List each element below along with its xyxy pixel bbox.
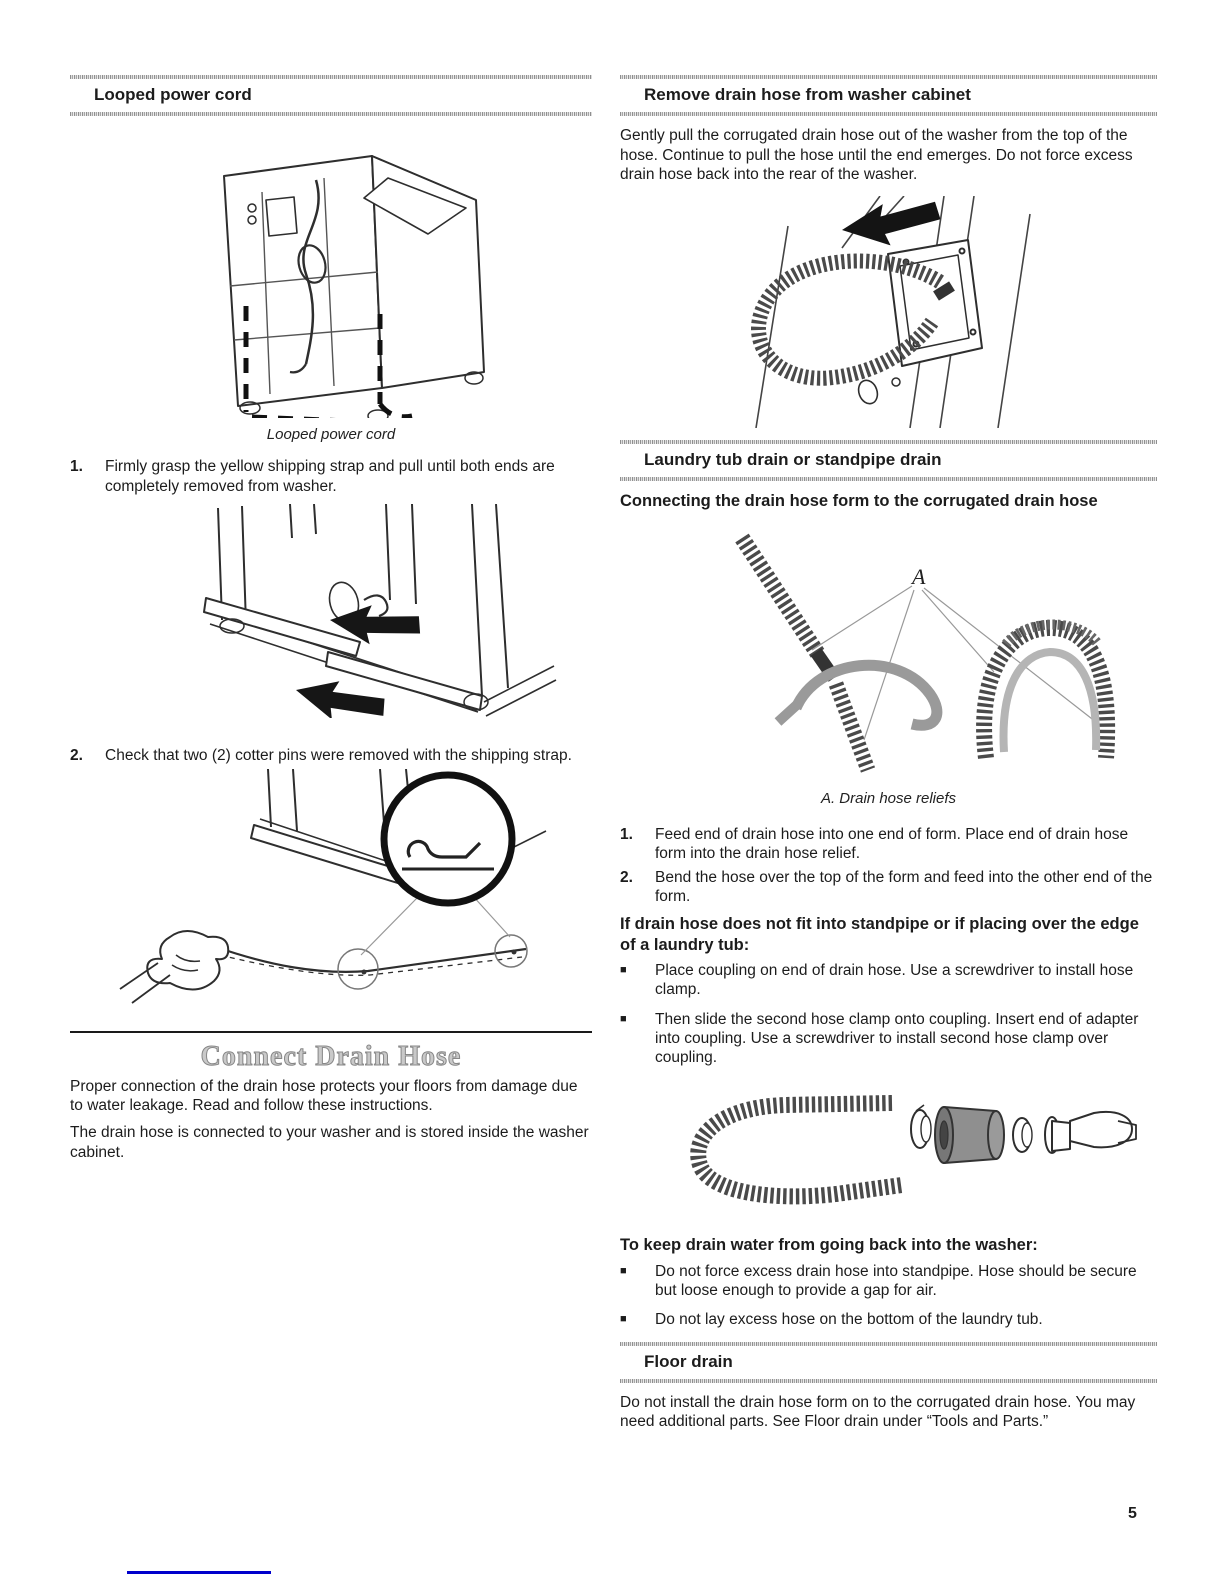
bullet-text: Do not force excess drain hose into standpipe. Hose should be secure but loose enough to provide a gap for air. (655, 1262, 1137, 1300)
bullet-item (620, 961, 1157, 999)
step-number: 1. (620, 826, 633, 844)
bullet-item (620, 1310, 1157, 1329)
step-number: 1. (70, 458, 83, 476)
paragraph: Proper connection of the drain hose protects your floors from damage due to water leakage. Read and follow these instructions. (70, 1078, 578, 1115)
footer-mark-line (127, 1571, 271, 1574)
section-heading-laundry-tub-drain: Laundry tub drain or standpipe drain (620, 440, 1157, 481)
section-divider (70, 1031, 592, 1033)
paragraph: Gently pull the corrugated drain hose out of the washer from the top of the hose. Continue to pull the hose until the end emerges. Do not force excess drain hose back into the rear of the washer. (620, 127, 1133, 183)
step-item (620, 868, 1157, 906)
bullet-item (620, 1010, 1157, 1068)
connect-drain-hose-title: Connect Drain Hose (200, 1041, 462, 1073)
washer-rear-looped-cord-illustration (166, 136, 592, 418)
square-bullet-icon: ■ (620, 1313, 627, 1326)
square-bullet-icon: ■ (620, 1012, 627, 1025)
step-text: Check that two (2) cotter pins were removed with the shipping strap. (105, 746, 572, 764)
hose-coupling-adapter-illustration (650, 1077, 1157, 1209)
page-number: 5 (1128, 1505, 1137, 1522)
square-bullet-icon: ■ (620, 964, 627, 977)
step-text: Feed end of drain hose into one end of form. Place end of drain hose form into the drain hose relief. (655, 826, 1129, 863)
step-item (70, 746, 592, 765)
subheading-backflow: To keep drain water from going back into the washer: (620, 1236, 1038, 1255)
right-column (620, 75, 1157, 1431)
square-bullet-icon: ■ (620, 1264, 627, 1277)
paragraph: The drain hose is connected to your washer and is stored inside the washer cabinet. (70, 1124, 589, 1161)
bullet-text: Do not lay excess hose on the bottom of the laundry tub. (655, 1311, 1043, 1329)
subheading-standpipe-fit: If drain hose does not fit into standpipe or if placing over the edge of a laundry tub: (620, 914, 1139, 954)
bullet-text: Then slide the second hose clamp onto coupling. Insert end of adapter into coupling. Use a screwdriver to install second hose clamp over coupling. (655, 1010, 1139, 1067)
left-column (70, 75, 592, 1162)
step-number: 2. (70, 746, 83, 764)
drain-hose-forms-illustration (650, 526, 1157, 784)
section-heading-floor-drain: Floor drain (620, 1342, 1157, 1383)
bullet-text: Place coupling on end of drain hose. Use a screwdriver to install hose clamp. (655, 962, 1134, 999)
step-number: 2. (620, 868, 633, 886)
step-text: Firmly grasp the yellow shipping strap and pull until both ends are completely removed from washer. (105, 458, 555, 495)
shipping-strap-pull-illustration (178, 504, 592, 718)
figure-caption: Looped power cord (266, 426, 396, 444)
figure-label-a: A (912, 564, 926, 590)
drain-hose-removal-illustration (692, 196, 1157, 428)
step-item (620, 825, 1157, 863)
bullet-item (620, 1262, 1157, 1300)
paragraph: Do not install the drain hose form on to the corrugated drain hose. You may need additional parts. See Floor drain under “Tools and Parts.” (620, 1393, 1136, 1431)
figure-caption: A. Drain hose reliefs (820, 790, 957, 808)
cotter-pin-magnifier-illustration (118, 769, 592, 1019)
step-item (70, 457, 592, 495)
step-text: Bend the hose over the top of the form and feed into the other end of the form. (655, 868, 1153, 905)
subheading-connecting-drain-hose-form: Connecting the drain hose form to the corrugated drain hose (620, 492, 1098, 511)
section-heading-remove-drain-hose: Remove drain hose from washer cabinet (620, 75, 1157, 116)
section-heading-looped-power-cord: Looped power cord (70, 75, 592, 116)
